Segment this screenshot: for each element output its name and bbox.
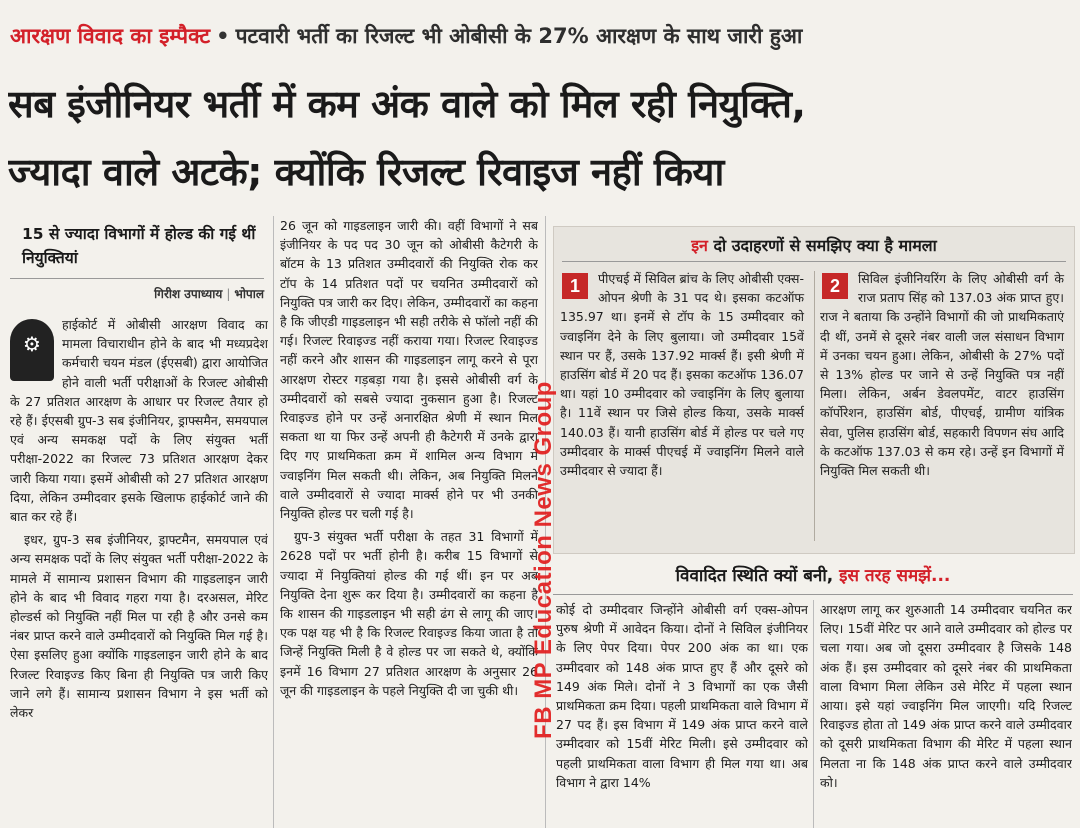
story-column-1 xyxy=(10,216,268,828)
byline-place: भोपाल xyxy=(234,287,264,301)
story-paragraph-3: 26 जून को गाइडलाइन जारी की। वहीं विभागों ने सब इंजीनियर के पद पद 30 जून को ओबीसी कैटेगरी के बॉटम के 13 प्रतिशत उम्मीदवारों की नियुक्ति रोक कर टॉप के 14 प्रतिशत पदों पर चयनित उम्मीदवारों को नियुक्ति पत्र जारी कर दिए। लेकिन, उम्मीदवारों का कहना है कि जीएडी गाइडलाइन भी सही तरीके से फॉलो नहीं की गई। रिजल्ट रिवाइज्ड नहीं कराया गया। रिजल्ट रिवाइज्ड नहीं करने और शासन की गाइडलाइन लागू करने से पूरा आरक्षण रोस्टर गड़बड़ा गया है। इससे ओबीसी वर्ग के उम्मीदवारों को सबसे ज्यादा नुकसान हुआ है। रिजल्ट रिवाइज्ड होने पर उन्हें अनारक्षित श्रेणी में स्थान मिल सकता था या फिर उन्हें अपनी ही कैटेगरी में उनके द्वारा दिए गए प्राथमिकता क्रम में शामिल अन्य विभाग में ज्वाइनिंग मिल सकती थी। लेकिन, अब नियुक्ति मिलने वाले उम्मीदवारों से ज्यादा मार्क्स होने पर भी उनकी नियुक्ति होल्ड पर चली गई है। xyxy=(280,218,538,522)
disputed-column-1 xyxy=(556,600,808,828)
example-text: पीएचई में सिविल ब्रांच के लिए ओबीसी एक्स-ओपन श्रेणी के 31 पद थे। इसका कटऑफ 135.97 था। इनमें से टॉप के 15 उम्मीदवार को ज्वाइनिंग देने के लिए बुलाया। जो उम्मीदवार 15वें स्थान पर हैं, उसके 137.92 मार्क्स हैं। इसी श्रेणी में हाउसिंग बोर्ड में 20 पद हैं। इसका कटऑफ 136.07 था। यहां 10 उम्मीदवार को ज्वाइनिंग के लिए बुलाया है। 11वें स्थान पर जिसे होल्ड किया, उसके मार्क्स 140.03 हैं। यानी हाउसिंग बोर्ड में होल्ड पर चले गए उम्मीदवार के मार्क्स पीएचई में ज्वाइनिंग मिलने वाले उम्मीदवार से ज्यादा हैं। xyxy=(560,271,804,479)
box-divider xyxy=(814,271,815,541)
story-paragraph-4: ग्रुप-3 संयुक्त भर्ती परीक्षा के तहत 31 विभागों में 2628 पदों पर भर्ती होनी है। करीब 15 विभागों से ज्यादा में नियुक्तियां होल्ड की गई थीं। इन पर अब नियुक्ति देना शुरू कर दिया है। उम्मीदवारों का कहना है कि शासन की गाइडलाइन भी सही ढंग से लागू की जाए। एक पक्ष यह भी है कि रिजल्ट रिवाइज्ड किया जाता है तो जिन्हें नियुक्ति मिली है वे होल्ड पर जा सकते थे, क्योंकि इनमें 16 विभाग 27 प्रतिशत आरक्षण के अनुसार 26 जून की गाइडलाइन के पहले नियुक्ति दी जा चुकी थी। xyxy=(280,529,538,698)
disputed-column-2 xyxy=(820,600,1072,828)
examples-box-title xyxy=(554,233,1074,259)
story-subhead: 15 से ज्यादा विभागों में होल्ड की गई थीं नियुक्तियां xyxy=(22,225,256,267)
disputed-paragraph-1: कोई दो उम्मीदवार जिन्होंने ओबीसी वर्ग एक्स-ओपन पुरुष श्रेणी में आवेदन किया। दोनों ने सिविल इंजीनियर के लिए पेपर दिया। पेपर 200 अंक का था। एक उम्मीदवार को 148 अंक प्राप्त हुए हैं और दूसरे को 149 अंक मिले। दोनों ने 3 विभागों का एक जैसी प्राथमिकता क्रम दिया। पहली प्राथमिकता वाले विभाग में 27 पद हैं। इस विभाग में 149 अंक प्राप्त करने वाले उम्मीदवार को 15वीं मेरिट मिली। इसे उम्मीदवार को पहली प्राथमिकता वाला विभाग ही मिल गया था। अब विभाग ने द्वारा 14% xyxy=(556,602,808,790)
example-2 xyxy=(820,269,1064,480)
column-divider xyxy=(545,216,546,828)
byline-author: गिरीश उपाध्याय xyxy=(154,287,223,301)
story-paragraph-2: इधर, ग्रुप-3 सब इंजीनियर, ड्राफ्टमैन, समयपाल एवं अन्य समक्षक पदों के लिए संयुक्त भर्ती परीक्षा-2022 के मामले में सामान्य प्रशासन विभाग की गाइडलाइन जारी होने के बाद भी विवाद गहरा गया है। दरअसल, मेरिट होल्डर्स को नियुक्ति नहीं मिल पा रही है और उनसे कम नंबर प्राप्त करने वाले उम्मीदवारों को नियुक्ति मिल गई है। ऐसा इसलिए हुआ क्योंकि गाइडलाइन जारी होने के बाद रिजल्ट रिवाइज्ड किए बिना ही नियुक्ति पत्र जारी किए जाने लगे हैं। सामान्य प्रशासन विभाग ने इस भर्ती को लेकर xyxy=(10,532,268,721)
byline-separator: | xyxy=(226,287,231,301)
headline-line-2: ज्यादा वाले अटके; क्योंकि रिजल्ट रिवाइज नहीं किया xyxy=(8,150,724,194)
kicker-label: आरक्षण विवाद का इम्पैक्ट xyxy=(10,24,211,48)
examples-title-text: दो उदाहरणों से समझिए क्या है मामला xyxy=(707,236,937,255)
author-avatar xyxy=(10,319,54,381)
disputed-title-main: विवादित स्थिति क्यों बनी, xyxy=(675,566,840,586)
headline xyxy=(8,70,1072,210)
example-1 xyxy=(560,269,804,480)
example-text: सिविल इंजीनियरिंग के लिए ओबीसी वर्ग के राज प्रताप सिंह को 137.03 अंक प्राप्त हुए। राज ने बताया कि उन्होंने विभागों की जो प्राथमिकताएं दी थीं, उनमें से दूसरे नंबर वाली जल संसाधन विभाग में उनका चयन हुआ। लेकिन, ओबीसी के 27% पदों से 13% होल्ड पर जाने से उन्हें नियुक्ति पत्र नहीं मिला। लेकिन, अर्बन डेवलपमेंट, वाटर हाउसिंग कॉर्पोरेशन, हाउसिंग बोर्ड, पीएचई, ग्रामीण यांत्रिक सेवा, पुलिस हाउसिंग बोर्ड, सहकारी विपणन संघ आदि के कटऑफ 137.03 से कम रहे। उन्हें इन विभागों में नियुक्ति मिल सकती थी। xyxy=(820,271,1064,479)
kicker-separator: • xyxy=(216,24,230,48)
story-paragraph-1: हाईकोर्ट में ओबीसी आरक्षण विवाद का मामला विचाराधीन होने के बाद भी मध्यप्रदेश कर्मचारी चयन मंडल (ईएसबी) द्वारा आयोजित होने वाली भर्ती परीक्षाओं के रिजल्ट ओबीसी के 27 प्रतिशत आरक्षण के आधार पर रिजल्ट तैयार हो रहे हैं। ईएसबी ग्रुप-3 सब इंजीनियर, ड्राफ्समैन, समयपाल एवं अन्य समकक्ष पदों के लिए संयुक्त भर्ती परीक्षा-2022 का रिजल्ट 73 प्रतिशत आरक्षण देकर जारी किया गया। इसमें ओबीसी को 27 प्रतिशत आरक्षण दिया, लेकिन उम्मीदवार इसके खिलाफ हाईकोर्ट जाने की बात कर रहे हैं। xyxy=(10,317,268,525)
examples-title-highlight: इन xyxy=(691,236,708,255)
watermark-text: FB MP Education News Group xyxy=(530,381,557,739)
disputed-title-highlight: इस तरह समझें... xyxy=(839,566,951,586)
examples-box xyxy=(553,226,1075,554)
byline xyxy=(10,278,264,305)
story-column-2 xyxy=(280,216,538,828)
section-rule xyxy=(553,594,1073,595)
box-rule xyxy=(562,261,1066,262)
disputed-section-title xyxy=(553,562,1073,590)
example-number-badge: 1 xyxy=(562,273,588,299)
kicker-line xyxy=(10,8,1070,64)
kicker-text: पटवारी भर्ती का रिजल्ट भी ओबीसी के 27% आरक्षण के साथ जारी हुआ xyxy=(235,24,803,48)
column-divider xyxy=(273,216,274,828)
gear-icon: ⚙ xyxy=(23,332,41,356)
headline-line-1: सब इंजीनियर भर्ती में कम अंक वाले को मिल रही नियुक्ति, xyxy=(8,82,806,126)
disputed-paragraph-2: आरक्षण लागू कर शुरुआती 14 उम्मीदवार चयनित कर लिए। 15वीं मेरिट पर आने वाले उम्मीदवार को होल्ड पर चला गया। अब जो दूसरा उम्मीदवार है जिसके 148 अंक हैं। इस उम्मीदवार को दूसरे नंबर की प्राथमिकता वाला विभाग मिला लेकिन उसे मेरिट में पहला स्थान आया। इसे यहां ज्वाइनिंग मिल जाएगी। यदि रिजल्ट रिवाइज्ड होता तो 149 अंक प्राप्त करने वाले उम्मीदवार को दूसरी प्राथमिकता विभाग की मेरिट में पहला स्थान मिलता ना कि 148 अंक प्राप्त करने वाले उम्मीदवार को। xyxy=(820,602,1072,790)
column-divider xyxy=(813,600,814,828)
example-number-badge: 2 xyxy=(822,273,848,299)
